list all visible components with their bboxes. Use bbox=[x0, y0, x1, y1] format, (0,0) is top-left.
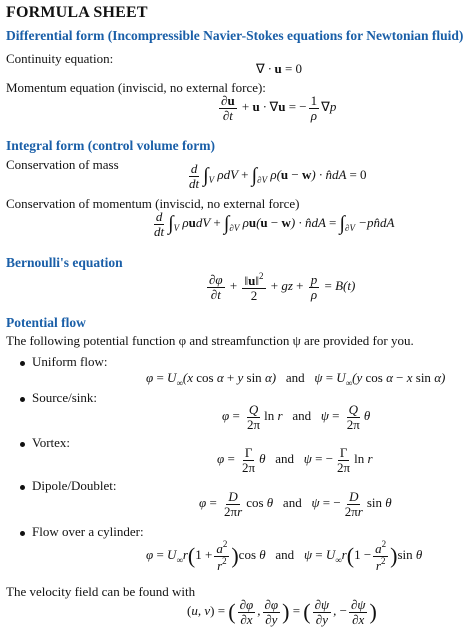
bernoulli-equation: $\frac{\partial\varphi}{\partial t}$ + $\frac{‖u‖^2}{2}$ + gz + $\frac{p}{\rho}$ = B(t) bbox=[209, 271, 356, 303]
velocity-label: The velocity field can be found with bbox=[6, 584, 196, 599]
list-item: Uniform flow: bbox=[20, 354, 107, 370]
page-title: FORMULA SHEET bbox=[6, 4, 148, 21]
list-item: Dipole/Doublet: bbox=[20, 478, 117, 494]
momentum-conservation-equation: $\frac{d}{dt}$ $\int_V$ $\rho udV + \int_{\partial V}$ ρu(u − w) · n̂dA = $\int_{\partial V}$ −pn̂dA bbox=[154, 209, 395, 239]
momentum-equation: $\frac{\partial u}{\partial t}$ + u · ∇u = − $\frac{1}{\rho}$ ∇p bbox=[221, 93, 337, 123]
bullet-icon bbox=[20, 361, 25, 366]
potential-intro: The following potential function φ and streamfunction ψ are provided for you. bbox=[6, 333, 414, 348]
vortex-equation: φ = $\frac{\Gamma}{2\pi}$ θ and ψ = − $\frac{\Gamma}{2\pi}$ ln r bbox=[217, 445, 373, 475]
bullet-icon bbox=[20, 531, 25, 536]
mass-equation: $\frac{d}{dt}$ $\int_V$ $\rho dV + \int_{\partial V}$ ρ(u − w) · n̂dA = 0 bbox=[189, 161, 367, 191]
section-heading-differential: Differential form (Incompressible Navier-Stokes equations for Newtonian fluid) bbox=[6, 28, 464, 43]
bullet-icon bbox=[20, 485, 25, 490]
dipole-equation: φ = $\frac{D}{2\pi r}$ cos θ and ψ = − $\frac{D}{2\pi r}$ sin θ bbox=[199, 489, 392, 519]
list-item: Vortex: bbox=[20, 435, 70, 451]
section-heading-integral: Integral form (control volume form) bbox=[6, 138, 215, 153]
bullet-icon bbox=[20, 442, 25, 447]
continuity-equation: ∇ · u = 0 bbox=[256, 61, 303, 76]
velocity-equation: (u, v) = ( $\frac{\partial\varphi}{\partial x}$ , $\frac{\partial\varphi}{\partial y}$ ) = ( $\frac{\partial\psi}{\partial y}$ , − $\frac{\partial\psi}{\partial x}$ ) bbox=[187, 597, 377, 627]
section-heading-bernoulli: Bernoulli's equation bbox=[6, 255, 123, 270]
cylinder-flow-equation: $\varphi = U_\infty r(1$ + $\frac{a^2}{r^2}$ )cos θ and $\psi = U_\infty r(1$ − $\frac{a^2}{r^2}$ )sin θ bbox=[146, 539, 423, 573]
momentum-label: Momentum equation (inviscid, no external force): bbox=[6, 80, 266, 95]
uniform-flow-equation: $\varphi = U_\infty(x$ cos α + y sin α) and $\psi = U_\infty(y$ cos α − x sin α) bbox=[146, 370, 446, 388]
mass-label: Conservation of mass bbox=[6, 157, 119, 172]
list-item: Flow over a cylinder: bbox=[20, 524, 144, 540]
momentum-conservation-label: Conservation of momentum (inviscid, no external force) bbox=[6, 196, 300, 211]
continuity-label: Continuity equation: bbox=[6, 51, 114, 66]
list-item: Source/sink: bbox=[20, 390, 97, 406]
bullet-icon bbox=[20, 397, 25, 402]
section-heading-potential: Potential flow bbox=[6, 315, 86, 330]
source-sink-equation: φ = $\frac{Q}{2\pi}$ ln r and ψ = $\frac{Q}{2\pi}$ θ bbox=[222, 402, 371, 432]
